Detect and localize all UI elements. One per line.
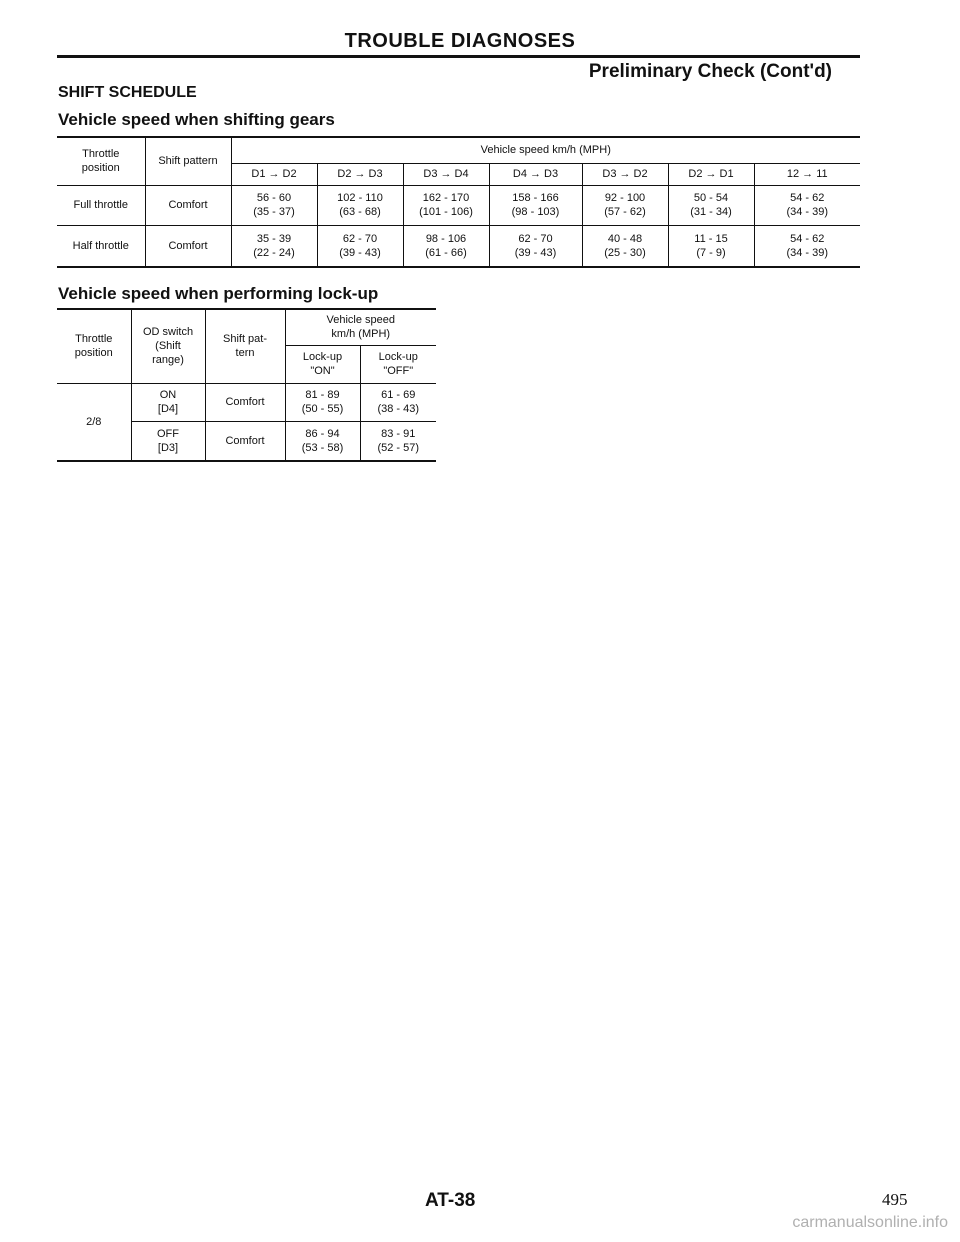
speed-cell: 62 - 70 (39 - 43): [317, 225, 403, 267]
table-row: [57, 185, 860, 225]
header-throttle-position: Throttle position: [74, 333, 113, 360]
throttle-cell: Half throttle: [57, 225, 145, 267]
lockup-off-cell: 61 - 69 (38 - 43): [360, 383, 436, 421]
header-shift-pattern: Shift pattern: [145, 137, 231, 185]
od-switch-cell: OFF [D3]: [131, 421, 205, 461]
speed-cell: 158 - 166 (98 - 103): [489, 185, 582, 225]
table-row: [57, 225, 860, 267]
page-code: AT-38: [425, 1190, 476, 1211]
lockup-table: [57, 308, 436, 462]
header-rule: [57, 55, 860, 58]
header-vehicle-speed: Vehicle speed km/h (MPH): [285, 309, 436, 345]
pattern-cell: Comfort: [205, 421, 285, 461]
speed-cell: 54 - 62 (34 - 39): [754, 185, 860, 225]
lockup-on-cell: 81 - 89 (50 - 55): [285, 383, 360, 421]
shift-schedule-table: [57, 136, 860, 268]
lockup-on-cell: 86 - 94 (53 - 58): [285, 421, 360, 461]
throttle-cell: 2/8: [57, 383, 131, 461]
speed-cell: 92 - 100 (57 - 62): [582, 185, 668, 225]
header-shift-pattern: Shift pat- tern: [205, 309, 285, 383]
speed-cell: 102 - 110 (63 - 68): [317, 185, 403, 225]
throttle-cell: Full throttle: [73, 199, 128, 211]
speed-cell: 35 - 39 (22 - 24): [231, 225, 317, 267]
watermark: carmanualsonline.info: [792, 1214, 948, 1231]
speed-cell: 11 - 15 (7 - 9): [668, 225, 754, 267]
shift-col-4: D4 → D3: [489, 163, 582, 185]
speed-cell: 98 - 106 (61 - 66): [403, 225, 489, 267]
pattern-cell: Comfort: [205, 383, 285, 421]
shift-table-heading: Vehicle speed when shifting gears: [58, 110, 335, 129]
shift-col-7: 12 → 11: [754, 163, 860, 185]
speed-cell: 162 - 170 (101 - 106): [403, 185, 489, 225]
header-od-switch: OD switch (Shift range): [131, 309, 205, 383]
pattern-cell: Comfort: [145, 225, 231, 267]
section-title: SHIFT SCHEDULE: [58, 84, 197, 101]
page-header-title: TROUBLE DIAGNOSES: [344, 30, 576, 52]
shift-col-5: D3 → D2: [582, 163, 668, 185]
header-vehicle-speed: Vehicle speed km/h (MPH): [231, 137, 860, 163]
lockup-table-heading: Vehicle speed when performing lock-up: [58, 284, 379, 303]
shift-col-6: D2 → D1: [668, 163, 754, 185]
shift-col-1: D1 → D2: [231, 163, 317, 185]
od-switch-cell: ON [D4]: [131, 383, 205, 421]
speed-cell: 50 - 54 (31 - 34): [668, 185, 754, 225]
speed-cell: 62 - 70 (39 - 43): [489, 225, 582, 267]
page-header-subtitle: Preliminary Check (Cont'd): [588, 61, 832, 82]
speed-cell: 40 - 48 (25 - 30): [582, 225, 668, 267]
header-lockup-off: Lock-up "OFF": [360, 345, 436, 383]
shift-col-3: D3 → D4: [403, 163, 489, 185]
speed-cell: 56 - 60 (35 - 37): [231, 185, 317, 225]
shift-col-2: D2 → D3: [317, 163, 403, 185]
header-lockup-on: Lock-up "ON": [285, 345, 360, 383]
speed-cell: 54 - 62 (34 - 39): [754, 225, 860, 267]
page-number: 495: [882, 1190, 908, 1209]
pattern-cell: Comfort: [145, 185, 231, 225]
header-throttle-position: Throttle position: [57, 137, 145, 185]
lockup-off-cell: 83 - 91 (52 - 57): [360, 421, 436, 461]
table-row: [57, 383, 436, 421]
